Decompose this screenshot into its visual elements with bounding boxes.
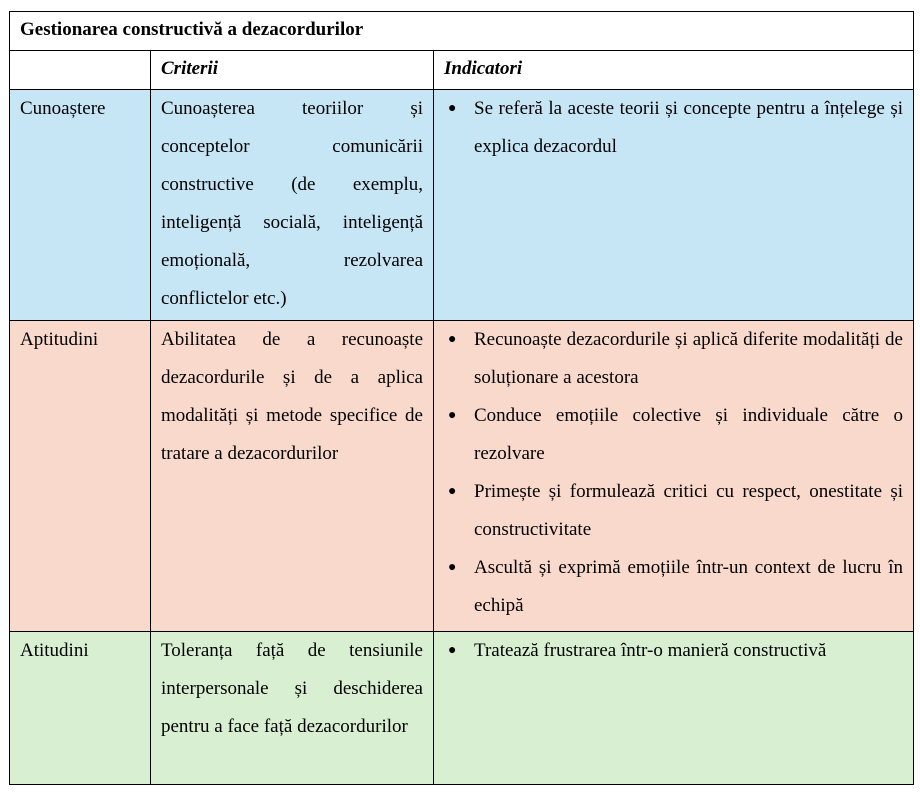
header-blank-cell: [10, 51, 151, 90]
bullet-icon: ●: [448, 332, 457, 347]
indicators-cell: [434, 321, 914, 632]
indicator-item: [444, 321, 903, 397]
bullet-icon: ●: [448, 101, 457, 116]
indicator-item: [444, 549, 903, 625]
competence-table: [9, 11, 914, 785]
indicator-text: Ascultă și exprimă emoțiile într-un context de lucru în echipă: [474, 557, 903, 616]
indicator-text: Recunoaște dezacordurile și aplică diferite modalități de soluționare a acestora: [474, 329, 903, 388]
category-cell: Atitudini: [10, 632, 151, 785]
table-header-row: [10, 51, 914, 90]
table-title-row: [10, 12, 914, 51]
indicator-list: [444, 90, 903, 166]
table-row-attitudes: [10, 632, 914, 785]
bullet-icon: ●: [448, 484, 457, 499]
indicator-list: [444, 632, 903, 670]
indicators-cell: [434, 90, 914, 321]
category-cell: Aptitudini: [10, 321, 151, 632]
indicator-item: [444, 397, 903, 473]
indicator-item: [444, 90, 903, 166]
criterion-cell: Abilitatea de a recunoaște dezacordurile și de a aplica modalități și metode specifice de tratare a dezacordurilor: [151, 321, 434, 632]
indicator-item: [444, 473, 903, 549]
table-row-skills: [10, 321, 914, 632]
header-indicators: Indicatori: [434, 51, 914, 90]
criterion-cell: Cunoașterea teoriilor și conceptelor comunicării constructive (de exemplu, inteligență socială, inteligență emoțională, rezolvarea conflictelor etc.): [151, 90, 434, 321]
bullet-icon: ●: [448, 408, 457, 423]
bullet-icon: ●: [448, 560, 457, 575]
indicator-text: Conduce emoțiile colective și individuale către o rezolvare: [474, 405, 903, 464]
criterion-cell: Toleranța față de tensiunile interpersonale și deschiderea pentru a face față dezacordurilor: [151, 632, 434, 785]
category-cell: Cunoaștere: [10, 90, 151, 321]
table-row-knowledge: [10, 90, 914, 321]
indicator-text: Primește și formulează critici cu respect, onestitate și constructivitate: [474, 481, 903, 540]
bullet-icon: ●: [448, 643, 457, 658]
header-criteria: Criterii: [151, 51, 434, 90]
table-title: Gestionarea constructivă a dezacordurilor: [10, 12, 914, 51]
indicator-text: Se referă la aceste teorii și concepte pentru a înțelege și explica dezacordul: [474, 98, 903, 157]
indicator-text: Tratează frustrarea într-o manieră constructivă: [474, 640, 827, 661]
indicators-cell: [434, 632, 914, 785]
indicator-list: [444, 321, 903, 625]
indicator-item: [444, 632, 903, 670]
